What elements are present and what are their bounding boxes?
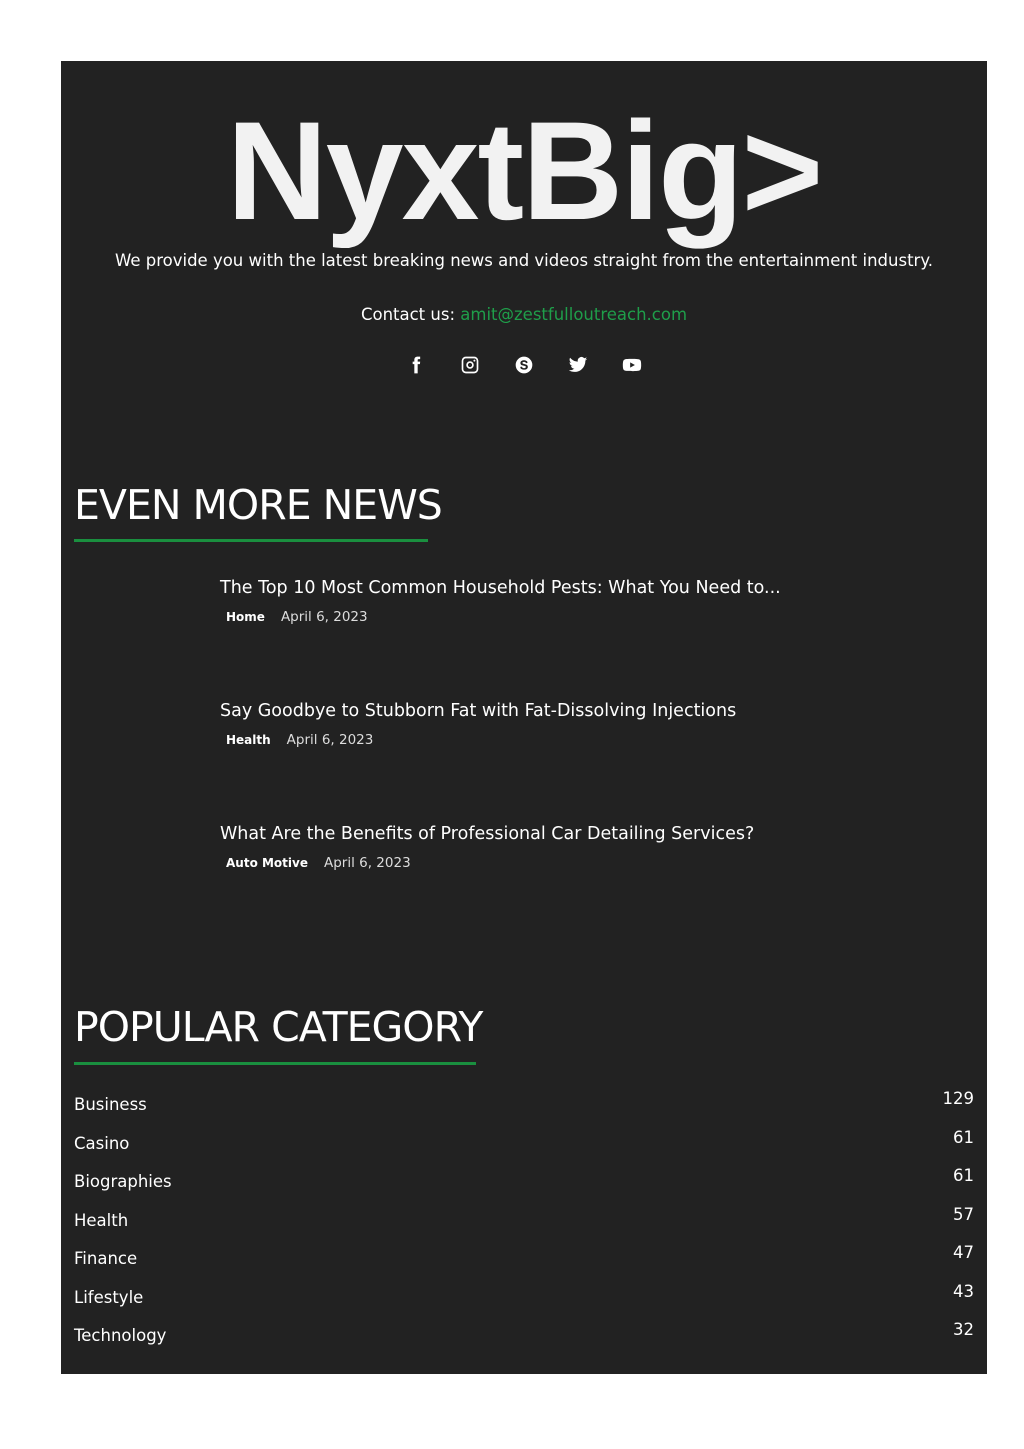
category-name[interactable]: Health (74, 1210, 129, 1230)
category-item-lifestyle[interactable] (74, 1281, 974, 1323)
even-more-news-title: EVEN MORE NEWS (74, 481, 442, 529)
news-item[interactable] (220, 576, 920, 625)
popular-category-title: POPULAR CATEGORY (74, 1003, 483, 1051)
contact-label: Contact us: (360, 305, 456, 324)
contact-email-link[interactable]: amit@zestfulloutreach.com (460, 305, 688, 324)
news-item-category[interactable]: Auto Motive (226, 856, 308, 870)
category-count: 32 (953, 1320, 974, 1339)
news-item-date: April 6, 2023 (280, 609, 368, 625)
contact-line (61, 305, 987, 324)
news-item-meta (226, 609, 920, 625)
category-name[interactable]: Business (74, 1095, 147, 1114)
category-name[interactable]: Casino (74, 1133, 130, 1153)
facebook-icon[interactable] (404, 353, 428, 377)
youtube-icon[interactable] (620, 353, 644, 377)
category-list (74, 1091, 974, 1361)
news-item-category[interactable]: Home (226, 610, 265, 624)
category-name[interactable]: Finance (74, 1249, 138, 1268)
category-name[interactable]: Biographies (74, 1172, 172, 1191)
category-item-biographies[interactable] (74, 1168, 974, 1207)
social-links (61, 353, 987, 377)
category-item-technology[interactable] (74, 1322, 974, 1361)
news-item-date: April 6, 2023 (323, 855, 411, 871)
news-item-title[interactable]: What Are the Benefits of Professional Car Detailing Services? (220, 824, 755, 844)
category-count: 47 (953, 1243, 974, 1262)
skype-icon[interactable] (512, 353, 536, 377)
category-item-finance[interactable] (74, 1245, 974, 1284)
news-item-title[interactable]: The Top 10 Most Common Household Pests: What You Need to... (220, 578, 781, 598)
category-name[interactable]: Technology (74, 1326, 167, 1345)
popular-category-underline (74, 1062, 476, 1065)
site-logo[interactable]: NyxtBig> (226, 92, 822, 249)
news-item-date: April 6, 2023 (286, 732, 374, 748)
news-item[interactable] (220, 822, 920, 871)
category-count: 57 (953, 1204, 974, 1224)
category-item-business[interactable] (74, 1091, 974, 1130)
news-item-title[interactable]: Say Goodbye to Stubborn Fat with Fat-Dissolving Injections (220, 701, 737, 721)
category-name[interactable]: Lifestyle (74, 1287, 144, 1307)
news-item[interactable] (220, 699, 920, 748)
footer (61, 61, 987, 1374)
category-item-casino[interactable] (74, 1127, 974, 1169)
category-count: 129 (942, 1089, 974, 1108)
category-count: 61 (953, 1127, 974, 1147)
twitter-icon[interactable] (566, 353, 590, 377)
category-count: 61 (953, 1166, 974, 1185)
instagram-icon[interactable] (458, 353, 482, 377)
category-count: 43 (953, 1281, 974, 1301)
even-more-news-underline (74, 539, 428, 542)
news-item-meta (226, 732, 920, 748)
category-item-health[interactable] (74, 1204, 974, 1246)
news-item-category[interactable]: Health (226, 733, 271, 747)
news-item-meta (226, 855, 920, 871)
footer-tagline: We provide you with the latest breaking news and videos straight from the entertainment industry. (115, 251, 933, 270)
